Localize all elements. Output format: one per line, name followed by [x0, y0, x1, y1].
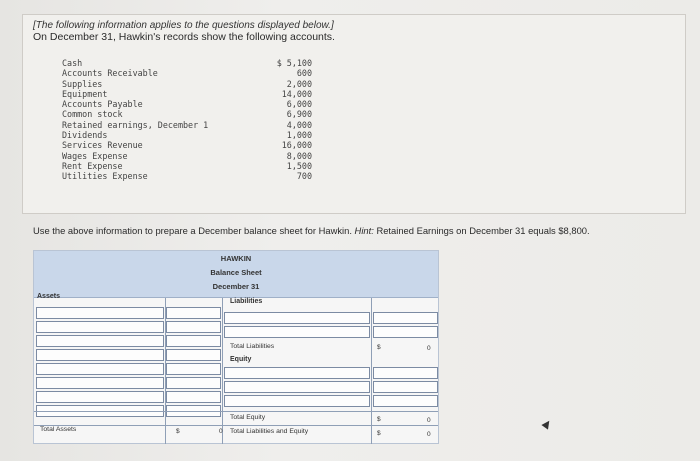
equity-name-input[interactable] — [224, 395, 370, 407]
liability-amount-input[interactable] — [373, 326, 438, 338]
total-liabilities-label: Total Liabilities — [230, 343, 275, 350]
asset-name-input[interactable] — [36, 349, 164, 361]
asset-amount-input[interactable] — [166, 321, 221, 333]
currency-symbol: $ — [176, 428, 180, 435]
total-assets-value: 0 — [219, 428, 223, 435]
account-name: Wages Expense — [62, 150, 128, 161]
account-name: Accounts Receivable — [62, 68, 158, 79]
total-equity-value: 0 — [427, 417, 431, 424]
asset-amount-input[interactable] — [166, 377, 221, 389]
balance-sheet — [33, 250, 439, 444]
liability-name-input[interactable] — [224, 312, 370, 324]
account-row — [62, 120, 312, 130]
account-row — [62, 151, 312, 161]
account-value: $ 5,100 — [276, 58, 312, 68]
asset-amount-input[interactable] — [166, 335, 221, 347]
account-value: 1,500 — [286, 160, 312, 171]
total-liabilities-equity-value: 0 — [427, 431, 431, 438]
equity-amount-input[interactable] — [373, 367, 438, 379]
liability-amount-input[interactable] — [373, 312, 438, 324]
currency-symbol: $ — [377, 344, 381, 351]
instructions — [33, 225, 590, 236]
account-value: 600 — [296, 68, 312, 79]
account-name: Services Revenue — [62, 140, 143, 151]
account-name: Utilities Expense — [62, 171, 148, 182]
account-name: Dividends — [62, 130, 108, 141]
account-row — [62, 171, 312, 181]
mouse-cursor-icon — [541, 418, 552, 429]
balance-sheet-header — [34, 251, 438, 298]
column-divider — [371, 298, 372, 444]
total-liabilities-equity-label: Total Liabilities and Equity — [230, 428, 309, 435]
row-divider — [34, 411, 438, 412]
account-row — [62, 161, 312, 171]
equity-amount-input[interactable] — [373, 395, 438, 407]
asset-amount-input[interactable] — [166, 391, 221, 403]
statement-date: December 31 — [212, 282, 260, 291]
column-divider — [222, 298, 223, 444]
account-row — [62, 130, 312, 140]
account-row — [62, 79, 312, 89]
asset-name-input[interactable] — [36, 307, 164, 319]
intro-note: [The following information applies to the questions displayed below.] — [33, 20, 334, 31]
account-name: Rent Expense — [62, 160, 123, 171]
account-name: Common stock — [62, 109, 123, 120]
account-row — [62, 58, 312, 68]
assets-label: Assets — [37, 293, 60, 300]
account-value: 2,000 — [286, 78, 312, 89]
asset-amount-input[interactable] — [166, 363, 221, 375]
currency-symbol: $ — [377, 430, 381, 437]
equity-amount-input[interactable] — [373, 381, 438, 393]
hint-label: Hint: — [354, 225, 374, 236]
account-value: 8,000 — [286, 150, 312, 161]
instructions-main: Use the above information to prepare a December balance sheet for Hawkin. — [33, 225, 352, 236]
account-value: 16,000 — [281, 140, 312, 151]
equity-label: Equity — [230, 356, 252, 363]
account-row — [62, 68, 312, 78]
asset-name-input[interactable] — [36, 391, 164, 403]
account-name: Cash — [62, 58, 83, 68]
asset-name-input[interactable] — [36, 335, 164, 347]
account-name: Accounts Payable — [62, 99, 143, 110]
hint-text: Retained Earnings on December 31 equals $8,800. — [376, 225, 590, 236]
account-name: Retained earnings, December 1 — [62, 119, 209, 130]
currency-symbol: $ — [377, 416, 381, 423]
equity-name-input[interactable] — [224, 367, 370, 379]
account-value: 6,900 — [286, 109, 312, 120]
equity-name-input[interactable] — [224, 381, 370, 393]
total-assets-label: Total Assets — [40, 426, 77, 433]
asset-name-input[interactable] — [36, 363, 164, 375]
asset-amount-input[interactable] — [166, 349, 221, 361]
liabilities-label: Liabilities — [230, 298, 263, 305]
statement-title: Balance Sheet — [210, 268, 262, 277]
total-equity-label: Total Equity — [230, 414, 266, 421]
asset-amount-input[interactable] — [166, 307, 221, 319]
total-liabilities-value: 0 — [427, 345, 431, 352]
asset-name-input[interactable] — [36, 377, 164, 389]
account-value: 1,000 — [286, 130, 312, 141]
row-divider — [34, 425, 438, 426]
accounts-list — [62, 58, 312, 182]
account-row — [62, 140, 312, 150]
account-row — [62, 89, 312, 99]
account-row — [62, 109, 312, 119]
company-name: HAWKIN — [220, 254, 252, 263]
asset-name-input[interactable] — [36, 321, 164, 333]
account-value: 700 — [296, 171, 312, 182]
liability-name-input[interactable] — [224, 326, 370, 338]
account-name: Supplies — [62, 78, 103, 89]
intro-text: On December 31, Hawkin's records show the following accounts. — [33, 31, 335, 43]
account-value: 6,000 — [286, 99, 312, 110]
account-row — [62, 99, 312, 109]
account-value: 14,000 — [281, 88, 312, 99]
account-name: Equipment — [62, 88, 108, 99]
account-value: 4,000 — [286, 119, 312, 130]
